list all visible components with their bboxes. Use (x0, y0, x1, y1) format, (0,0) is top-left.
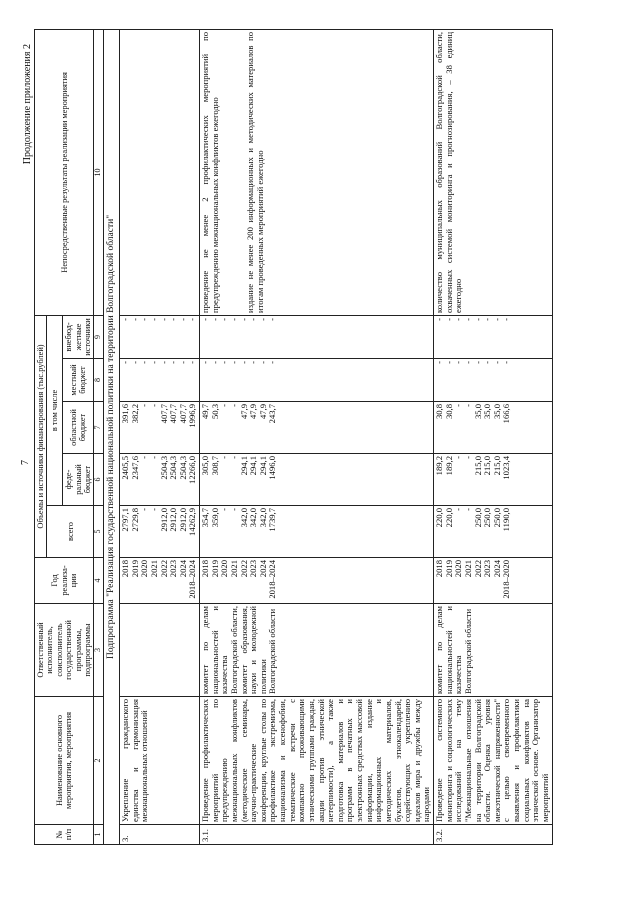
header-total: всего (47, 506, 94, 558)
cell-value: 382,2 (129, 404, 140, 424)
column-index: 8 (94, 359, 104, 402)
cell-value: 407,7 (177, 404, 188, 424)
responsible-executor (120, 604, 200, 697)
cell-value: - (248, 317, 259, 321)
cell-value: 359,0 (209, 508, 220, 528)
cell-value: - (228, 508, 239, 511)
cell-value: 2023 (168, 560, 179, 578)
cell-value: 2021 (148, 560, 159, 578)
cell-value: 189,2 (434, 456, 445, 476)
local-budget-values (120, 359, 200, 402)
cell-value: 30,8 (434, 404, 445, 420)
cell-value: 2021 (462, 560, 473, 578)
result-item: издание не менее 200 информационных и методических материалов по итогам проведенных мероприятий ежегодно (245, 31, 265, 313)
federal-budget-values (120, 454, 200, 506)
cell-value: 47,9 (248, 404, 259, 420)
cell-value: 1023,4 (501, 456, 512, 480)
cell-value: 2022 (238, 560, 249, 578)
cell-value: - (453, 456, 464, 459)
cell-value: 2018–2020 (501, 560, 512, 599)
cell-value: 2912,0 (177, 508, 188, 532)
appendix-caption: Продолжение приложения 2 (22, 44, 33, 165)
cell-value: - (148, 456, 159, 459)
cell-value: - (139, 404, 150, 407)
cell-value: - (501, 317, 512, 321)
header-volumes: Объемы и источники финансирования (тыс.рублей) (35, 315, 47, 557)
page-number: 7 (20, 460, 31, 465)
cell-value: - (462, 317, 473, 321)
cell-value: 47,9 (238, 404, 249, 420)
cell-value: 2022 (158, 560, 169, 578)
table-row (120, 29, 200, 844)
financing-table (34, 29, 553, 845)
cell-value: 35,0 (491, 404, 502, 420)
cell-value: - (219, 456, 230, 459)
cell-value: - (491, 317, 502, 321)
header-extra: внебюд-жетные источники (63, 315, 94, 358)
cell-value: - (228, 361, 239, 364)
cell-value: - (187, 317, 198, 321)
cell-value: - (158, 317, 169, 321)
cell-value: 2018–2024 (267, 560, 278, 599)
cell-value: - (219, 404, 230, 407)
cell-value: - (257, 361, 268, 364)
cell-value: 2912,0 (158, 508, 169, 532)
cell-value: - (482, 317, 493, 321)
cell-value: - (491, 361, 502, 364)
cell-value: - (148, 404, 159, 407)
year-list (434, 558, 553, 604)
cell-value: - (148, 508, 159, 511)
cell-value: - (267, 317, 278, 321)
cell-value: 2023 (482, 560, 493, 578)
cell-value: - (139, 361, 150, 364)
cell-value: 2019 (443, 560, 454, 578)
cell-value: 250,0 (482, 508, 493, 528)
cell-value: 215,0 (491, 456, 502, 476)
cell-value: - (482, 361, 493, 364)
cell-value: 2504,3 (168, 456, 179, 480)
cell-value: 49,7 (200, 404, 211, 420)
cell-value: 30,8 (443, 404, 454, 420)
cell-value: 220,0 (443, 508, 454, 528)
federal-budget-values (434, 454, 553, 506)
cell-value: - (472, 317, 483, 321)
column-index: 9 (94, 315, 104, 358)
cell-value: 215,0 (472, 456, 483, 476)
cell-value: 391,6 (120, 404, 131, 424)
local-budget-values (434, 359, 553, 402)
cell-value: 305,0 (200, 456, 211, 476)
activity-name: Проведение профилактических мероприятий по предупреждению межнациональных конфликтов (методические семинары, научно-практические конференции, круглые столы по профилактике экстремизма, национализма и ксенофобии, тематические встречи с компактно проживающими этническими группами граждан, акции против этнической нетерпимости), а также подготовка материалов и программ в печатных и электронных средствах массовой информации, издание информационных и методических материалов, буклетов, этнокалендарей, содействующих укреплению идеалов мира и дружбы между народами (200, 697, 434, 825)
cell-value: 2019 (129, 560, 140, 578)
column-index: 6 (94, 454, 104, 506)
cell-value: 2729,8 (129, 508, 140, 532)
cell-value: 2018–2024 (187, 560, 198, 599)
activity-name: Укрепление гражданского единства и гармонизация межнациональных отношений (120, 697, 200, 825)
cell-value: 294,1 (257, 456, 268, 476)
row-number: 3. (120, 825, 200, 845)
cell-value: - (120, 317, 131, 321)
cell-value: - (139, 508, 150, 511)
row-number: 3.2. (434, 825, 553, 845)
cell-value: - (462, 361, 473, 364)
cell-value: 407,7 (158, 404, 169, 424)
cell-value: - (267, 361, 278, 364)
cell-value: - (168, 317, 179, 321)
cell-value: - (187, 361, 198, 364)
cell-value: - (209, 317, 220, 321)
cell-value: - (434, 317, 445, 321)
cell-value: - (120, 361, 131, 364)
cell-value: - (219, 508, 230, 511)
expected-results (120, 29, 200, 315)
column-index: 3 (94, 604, 104, 697)
cell-value: 2020 (219, 560, 230, 578)
year-list (200, 558, 434, 604)
cell-value: 2023 (248, 560, 259, 578)
cell-value: - (200, 361, 211, 364)
cell-value: 166,6 (501, 404, 512, 424)
header-federal: феде-ральный бюджет (63, 454, 94, 506)
cell-value: - (248, 361, 259, 364)
cell-value: - (238, 317, 249, 321)
cell-value: 2504,3 (158, 456, 169, 480)
cell-value: - (177, 361, 188, 364)
cell-value: - (158, 361, 169, 364)
cell-value: 35,0 (482, 404, 493, 420)
cell-value: 2018 (120, 560, 131, 578)
cell-value: - (462, 456, 473, 459)
cell-value: - (238, 361, 249, 364)
cell-value: - (139, 317, 150, 321)
cell-value: 1190,0 (501, 508, 512, 532)
cell-value: - (501, 361, 512, 364)
column-index: 10 (94, 29, 104, 315)
header-name: Наименование основного мероприятия, мероприятия (35, 697, 94, 825)
table-row (200, 29, 434, 844)
cell-value: 2347,6 (129, 456, 140, 480)
header-incl: в том числе (47, 315, 63, 505)
cell-value: 250,0 (491, 508, 502, 528)
cell-value: 354,7 (200, 508, 211, 528)
cell-value: - (443, 361, 454, 364)
federal-budget-values (200, 454, 434, 506)
column-index: 5 (94, 506, 104, 558)
cell-value: 2019 (209, 560, 220, 578)
cell-value: - (434, 361, 445, 364)
cell-value: - (228, 404, 239, 407)
header-responsible: Ответственный исполнитель, соисполнитель государственной программы, подпрограммы (35, 604, 94, 697)
local-budget-values (200, 359, 434, 402)
cell-value: - (209, 361, 220, 364)
responsible-executor: комитет по делам национальностей и казачества Волгоградской области (434, 604, 553, 697)
cell-value: - (443, 317, 454, 321)
regional-budget-values (434, 402, 553, 454)
cell-value: - (148, 317, 159, 321)
cell-value: 2024 (257, 560, 268, 578)
cell-value: 2912,0 (168, 508, 179, 532)
cell-value: 342,0 (238, 508, 249, 528)
result-item: проведение не менее 2 профилактических мероприятий по предупреждению межнациональных конфликтов ежегодно (200, 31, 220, 313)
cell-value: 2024 (177, 560, 188, 578)
cell-value: - (462, 508, 473, 511)
result-item: количество муниципальных образований Волгоградской области, охваченных системой мониторинга и прогнозирования, – 38 единиц ежегодно (434, 31, 464, 313)
responsible-executor: комитет по делам национальностей и казачества Волгоградской области, комитет образования, науки и молодежной политики Волгоградской области (200, 604, 434, 697)
subprogram-title: Подпрограмма "Реализация государственной национальной политики на территории Волгоградской области" (104, 29, 120, 844)
cell-value: 14262,9 (187, 508, 198, 536)
total-values (120, 506, 200, 558)
cell-value: 407,7 (168, 404, 179, 424)
cell-value: - (129, 317, 140, 321)
header-local: местный бюджет (63, 359, 94, 402)
cell-value: 2024 (491, 560, 502, 578)
cell-value: 1739,7 (267, 508, 278, 532)
cell-value: 2018 (200, 560, 211, 578)
table-row (434, 29, 553, 844)
cell-value: 1996,9 (187, 404, 198, 428)
cell-value: 2504,3 (177, 456, 188, 480)
cell-value: - (472, 361, 483, 364)
extra-budget-values (434, 315, 553, 358)
header-year: Год реализа-ции (35, 558, 94, 604)
header-regional: областной бюджет (63, 402, 94, 454)
cell-value: - (168, 361, 179, 364)
header-num: № п/п (35, 825, 94, 845)
cell-value: - (257, 317, 268, 321)
cell-value: - (219, 361, 230, 364)
cell-value: - (177, 317, 188, 321)
cell-value: 2021 (228, 560, 239, 578)
cell-value: 250,0 (472, 508, 483, 528)
total-values (434, 506, 553, 558)
cell-value: 12266,0 (187, 456, 198, 484)
cell-value: 342,0 (257, 508, 268, 528)
cell-value: 2797,1 (120, 508, 131, 532)
cell-value: - (453, 361, 464, 364)
year-list (120, 558, 200, 604)
column-index: 2 (94, 697, 104, 825)
cell-value: 243,7 (267, 404, 278, 424)
extra-budget-values (120, 315, 200, 358)
extra-budget-values (200, 315, 434, 358)
expected-results (200, 29, 434, 315)
expected-results (434, 29, 553, 315)
cell-value: 2020 (139, 560, 150, 578)
cell-value: 2022 (472, 560, 483, 578)
total-values (200, 506, 434, 558)
cell-value: - (453, 404, 464, 407)
cell-value: 50,3 (209, 404, 220, 420)
cell-value: - (139, 456, 150, 459)
cell-value: 2020 (453, 560, 464, 578)
cell-value: 2018 (434, 560, 445, 578)
cell-value: - (200, 317, 211, 321)
regional-budget-values (200, 402, 434, 454)
row-number: 3.1. (200, 825, 434, 845)
cell-value: - (129, 361, 140, 364)
cell-value: 47,9 (257, 404, 268, 420)
column-index: 7 (94, 402, 104, 454)
cell-value: 342,0 (248, 508, 259, 528)
column-index: 4 (94, 558, 104, 604)
regional-budget-values (120, 402, 200, 454)
cell-value: 220,0 (434, 508, 445, 528)
cell-value: 189,2 (443, 456, 454, 476)
cell-value: - (228, 317, 239, 321)
cell-value: 35,0 (472, 404, 483, 420)
cell-value: - (453, 508, 464, 511)
cell-value: - (228, 456, 239, 459)
cell-value: - (453, 317, 464, 321)
header-results: Непосредственные результаты реализации мероприятия (35, 29, 94, 315)
cell-value: 294,1 (238, 456, 249, 476)
cell-value: - (148, 361, 159, 364)
cell-value: 1496,0 (267, 456, 278, 480)
cell-value: 294,1 (248, 456, 259, 476)
cell-value: 308,7 (209, 456, 220, 476)
cell-value: 215,0 (482, 456, 493, 476)
cell-value: 2405,5 (120, 456, 131, 480)
column-index: 1 (94, 825, 104, 845)
activity-name: Проведение системного мониторинга и социологических исследований на тему "Межнациональные отношения на территории Волгоградской области. Оценка уровня межэтнической напряженности" с целью своевременного выявления и профилактики социальных конфликтов на этнической основе. Организатор мероприятий (434, 697, 553, 825)
cell-value: - (462, 404, 473, 407)
cell-value: - (219, 317, 230, 321)
